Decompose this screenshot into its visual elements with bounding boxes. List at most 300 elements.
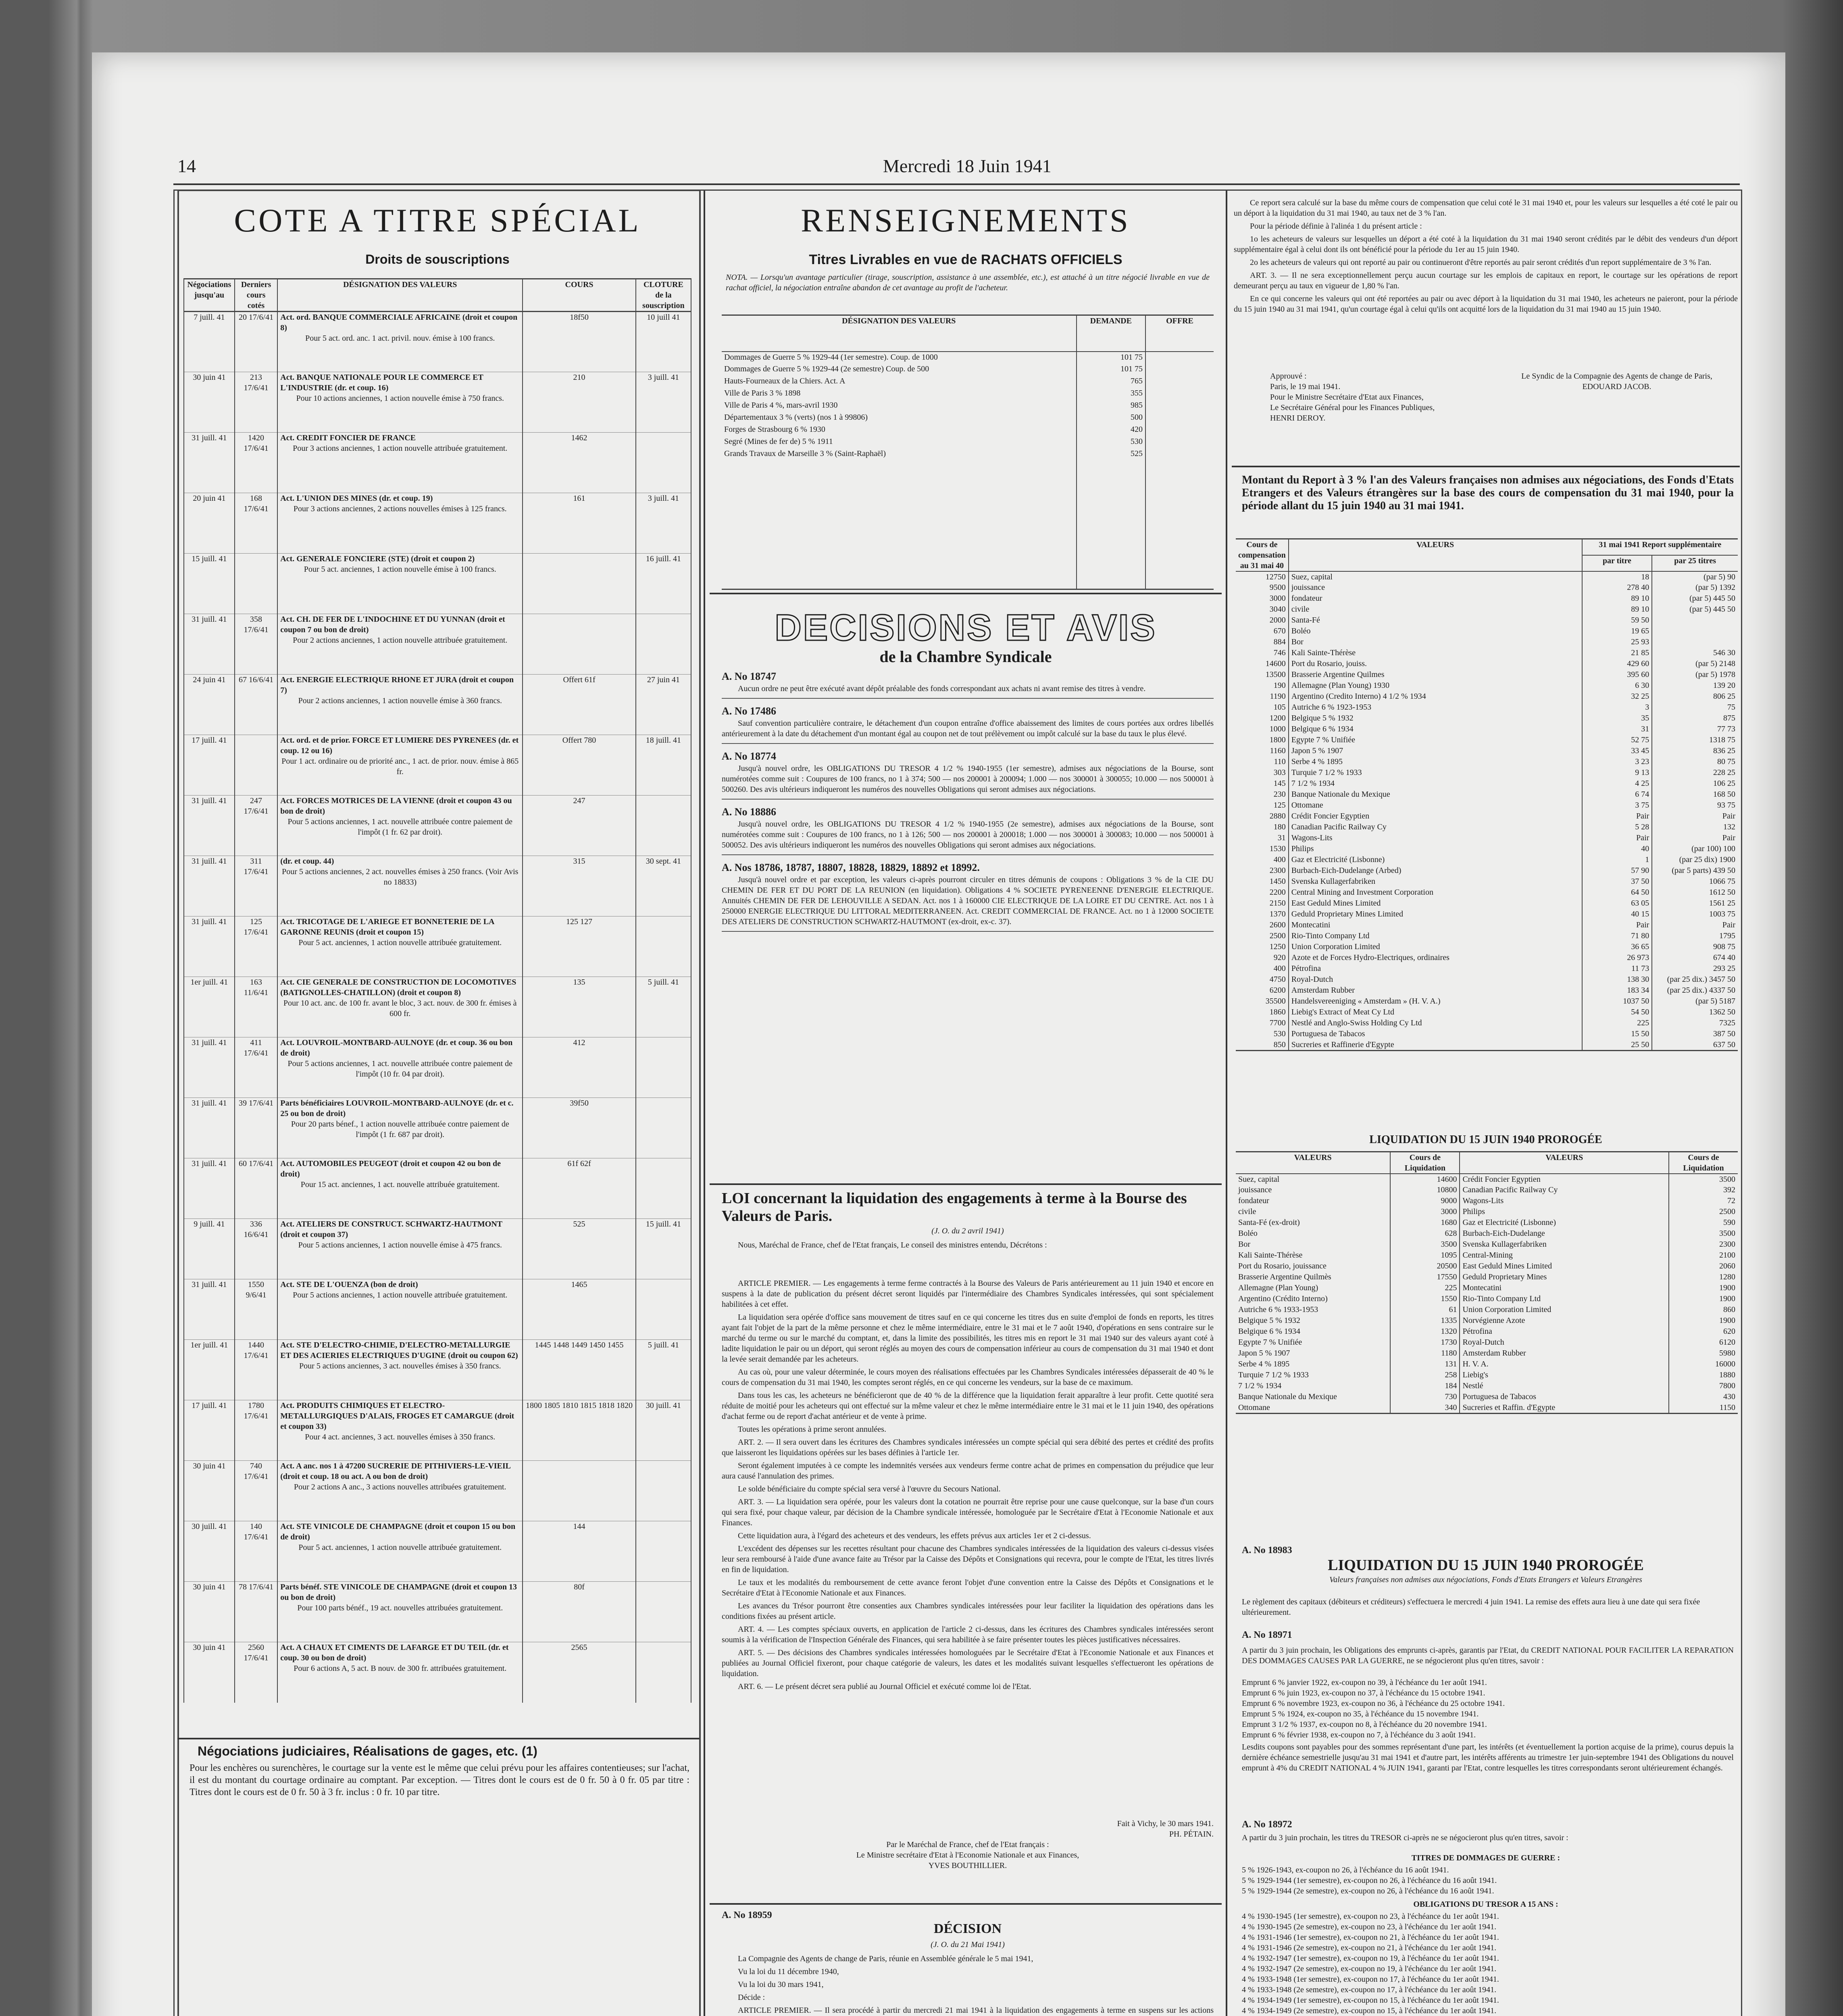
designation: Act. GENERALE FONCIERE (STE) (droit et coupon 2) [280, 554, 475, 563]
rens-demande: 765 [1077, 376, 1146, 388]
last-cours: 1420 17/6/41 [235, 433, 277, 493]
decision-paragraph: ARTICLE PREMIER. — Il sera procédé à partir du mercredi 21 mai 1941 à la liquidation des engagements à terme en suspens sur les actions [738, 2006, 1214, 2015]
nego-date: 7 juill. 41 [184, 312, 235, 372]
liq-ach-left: 1335 [1390, 1315, 1460, 1326]
cours-value: 210 [523, 372, 635, 433]
list-item: Emprunt 6 % novembre 1923, ex-coupon no 36, à l'échéance du 25 octobre 1941. [1242, 1699, 1505, 1708]
designation: (dr. et coup. 44) [280, 857, 334, 866]
liq-col-cours-l: Cours de Liquidation [1390, 1152, 1460, 1174]
report-cours: 190 [1236, 680, 1289, 691]
report-name: Allemagne (Plan Young) 1930 [1289, 680, 1582, 691]
designation-note: Pour 6 actions A, 5 act. B nouv. de 300 fr. attribuées gratuitement. [294, 1664, 507, 1673]
cloture-date: 5 juill. 41 [636, 1340, 691, 1400]
report-par-titre: 18 [1582, 571, 1652, 582]
report-cours: 1200 [1236, 713, 1289, 724]
liq-ach-right: 5980 [1719, 1349, 1735, 1358]
report-par-25: Pair [1722, 921, 1735, 929]
nego-date: 30 juin 41 [184, 372, 235, 433]
report-par-25: (par 25 dix) 1900 [1679, 855, 1735, 864]
report-col-group: 31 mai 1941 Report supplémentaire [1599, 540, 1722, 549]
liq-ach-left: 340 [1390, 1402, 1460, 1414]
nego-date: 30 juill. 41 [184, 1521, 235, 1582]
report-par-titre: 52 75 [1582, 735, 1652, 746]
liq-ach-left: 258 [1390, 1370, 1460, 1381]
cours-value: 1465 [523, 1279, 635, 1340]
report-cours: 1250 [1236, 941, 1289, 952]
liq-name-left: Ottomane [1236, 1402, 1390, 1414]
nego-title: Négociations judiciaires, Réalisations de gages, etc. (1) [198, 1744, 537, 1758]
designation-note: Pour 4 act. anciennes, 3 act. nouvelles émises à 350 francs. [305, 1433, 496, 1441]
report-cours: 1160 [1236, 746, 1289, 756]
last-cours: 125 17/6/41 [235, 916, 277, 977]
report-par-titre: 64 50 [1582, 887, 1652, 898]
liq-ach-left: 17550 [1390, 1272, 1460, 1283]
loi-paragraph: L'excédent des dépenses sur les recettes résultant pour chacune des Chambres syndicales intéressées de la liquidation des valeurs ci-dessus visées leur sera remboursé à l'aide d'une avance faite au Trésor par la Caisse des Dépôts et Consignations qui recevra, pour le compte de l'Etat, les titres livrés en fin de liquidation. [722, 1544, 1214, 1574]
cloture-date: 30 juill. 41 [636, 1400, 691, 1461]
date-line: Mercredi 18 Juin 1941 [883, 156, 1052, 176]
report-par-titre: 89 10 [1582, 593, 1652, 604]
liq-ach-left: 3500 [1390, 1239, 1460, 1250]
liq-name-right: Svenska Kullagerfabriken [1460, 1239, 1669, 1250]
liq-ach-right: 1280 [1719, 1272, 1735, 1281]
designation-note: Pour 2 actions A anc., 3 actions nouvelles attribuées gratuitement. [294, 1483, 506, 1491]
rens-designation: Dommages de Guerre 5 % 1929-44 (2e semestre) Coup. de 500 [722, 364, 1077, 376]
loi-title: LOI concernant la liquidation des engagements à terme à la Bourse des Valeurs de Paris. [722, 1190, 1187, 1225]
report-par-25: 132 [1723, 823, 1735, 831]
last-cours: 740 17/6/41 [235, 1461, 277, 1521]
decision-paragraph: Vu la loi du 11 décembre 1940, [738, 1967, 839, 1976]
report-name: Amsterdam Rubber [1289, 985, 1582, 996]
report-name: Wagons-Lits [1289, 833, 1582, 843]
page-frame [173, 190, 1742, 2016]
loi-paragraph: Cette liquidation aura, à l'égard des acheteurs et des vendeurs, les effets prévus aux articles 1er et 2 ci-dessus. [738, 1531, 1091, 1540]
last-cours: 20 17/6/41 [235, 312, 277, 372]
designation: Act. CIE GENERALE DE CONSTRUCTION DE LOCOMOTIVES (BATIGNOLLES-CHATILLON) (droit et coupon 8) [280, 978, 516, 997]
cours-value: 1462 [523, 433, 635, 493]
report-par-titre: 40 [1582, 843, 1652, 854]
loi-signature-line: Fait à Vichy, le 30 mars 1941. [1117, 1819, 1214, 1828]
report-cours: 180 [1236, 822, 1289, 833]
report-par-titre: 59 50 [1582, 615, 1652, 626]
report-par-titre: 21 85 [1582, 648, 1652, 658]
report-par-25: 1362 50 [1709, 1008, 1735, 1016]
report-par-titre: 33 45 [1582, 746, 1652, 756]
report-par-25: 908 75 [1713, 942, 1735, 951]
report-cours: 6200 [1236, 985, 1289, 996]
liq-name-left: Banque Nationale du Mexique [1236, 1391, 1390, 1402]
designation-note: Pour 5 act. anciennes, 1 action nouvelle émise à 100 francs. [304, 565, 496, 574]
report-par-titre: 11 73 [1582, 963, 1652, 974]
report-name: Azote et de Forces Hydro-Electriques, ordinaires [1289, 952, 1582, 963]
report-par-25: 387 50 [1713, 1029, 1735, 1038]
loi-signature-line: Par le Maréchal de France, chef de l'Etat français : [886, 1840, 1049, 1849]
liq-ach-left: 1180 [1390, 1348, 1460, 1359]
report-name: Handelsvereeniging « Amsterdam » (H. V. A.) [1289, 996, 1582, 1007]
nego-date: 31 juill. 41 [184, 796, 235, 856]
report-par-25: (par 5) 2148 [1695, 659, 1735, 668]
report-name: Liebig's Extract of Meat Cy Ltd [1289, 1007, 1582, 1018]
report-name: Japon 5 % 1907 [1289, 746, 1582, 756]
liq-name-right: Rio-Tinto Company Ltd [1460, 1293, 1669, 1304]
liq-ach-right: 1900 [1719, 1316, 1735, 1325]
nego-date: 30 juin 41 [184, 1461, 235, 1521]
report-par-titre: 3 23 [1582, 756, 1652, 767]
report-par-25: 637 50 [1713, 1040, 1735, 1049]
nego-date: 31 juill. 41 [184, 1037, 235, 1098]
decision-ref: A. No 18886 [722, 806, 777, 818]
cloture-date: 27 juin 41 [636, 675, 691, 735]
report-par-25: 106 25 [1713, 779, 1735, 788]
report-par-titre: 26 973 [1582, 952, 1652, 963]
report-cours: 1860 [1236, 1007, 1289, 1018]
nego-date: 1er juill. 41 [184, 1340, 235, 1400]
liq-ach-left: 1095 [1390, 1250, 1460, 1261]
cours-value: 80f [523, 1582, 635, 1642]
report-par-titre: Pair [1582, 811, 1652, 822]
liq-name-right: Amsterdam Rubber [1460, 1348, 1669, 1359]
cloture-date: 15 juill. 41 [636, 1219, 691, 1279]
report-par-titre: 3 [1582, 702, 1652, 713]
list-item: 4 % 1931-1946 (2e semestre), ex-coupon no 21, à l'échéance du 1er août 1941. [1242, 1943, 1497, 1952]
nego-date: 31 juill. 41 [184, 856, 235, 916]
report-cours: 7700 [1236, 1018, 1289, 1029]
report-par-25: Pair [1722, 833, 1735, 842]
cours-value: 1800 1805 1810 1815 1818 1820 [523, 1400, 635, 1461]
report-cours: 1000 [1236, 724, 1289, 735]
decision-ref: A. No 18774 [722, 750, 777, 762]
liq-ach-right: 3500 [1719, 1229, 1735, 1238]
rens-designation: Départementaux 3 % (verts) (nos 1 à 99806) [722, 412, 1077, 424]
decision-ref: A. No 18959 [722, 1910, 772, 1920]
nego-text: Pour les enchères ou surenchères, le courtage sur la vente est le même que celui prévu pour les affaires contentieuses; sur l'achat, il est du montant du courtage ordinaire au comptant. Par exception. — Titres dont le cours est de 0 fr. 50 à 0 fr. 05 par titre : Titres dont le cours est de 0 fr. 50 à 3 fr. inclus : 0 fr. 10 par titre. [190, 1763, 689, 1797]
a18971-ref: A. No 18971 [1242, 1630, 1292, 1640]
rens-col-demande: DEMANDE [1077, 315, 1146, 352]
report-name: Serbe 4 % 1895 [1289, 756, 1582, 767]
col-cloture: CLOTURE de la souscription [636, 279, 691, 312]
nego-date: 1er juill. 41 [184, 977, 235, 1037]
report-cours: 2300 [1236, 865, 1289, 876]
report-name: Crédit Foncier Egyptien [1289, 811, 1582, 822]
report-cours: 303 [1236, 767, 1289, 778]
report-par-titre: 225 [1582, 1018, 1652, 1029]
last-cours: 411 17/6/41 [235, 1037, 277, 1098]
liq-ach-right: 1150 [1719, 1403, 1735, 1412]
liq-ach-left: 3000 [1390, 1206, 1460, 1217]
cours-value: 39f50 [523, 1098, 635, 1158]
cloture-date: 30 sept. 41 [636, 856, 691, 916]
rens-designation: Forges de Strasbourg 6 % 1930 [722, 424, 1077, 436]
report-cours: 746 [1236, 648, 1289, 658]
last-cours: 247 17/6/41 [235, 796, 277, 856]
liq-ach-right: 860 [1723, 1305, 1735, 1314]
rens-demande: 355 [1077, 388, 1146, 400]
nego-date: 17 juill. 41 [184, 1400, 235, 1461]
liq-name-left: Santa-Fé (ex-droit) [1236, 1217, 1390, 1228]
report-par-25: 1066 75 [1709, 877, 1735, 886]
report-par-25: (par 5) 5187 [1695, 997, 1735, 1006]
report-par-25: (par 5) 1392 [1695, 583, 1735, 592]
report-par-titre: 138 30 [1582, 974, 1652, 985]
decisions-subtitle: de la Chambre Syndicale [879, 648, 1052, 666]
report-par-titre: Pair [1582, 920, 1652, 931]
designation-note: Pour 2 actions anciennes, 1 action nouvelle émise à 360 francs. [298, 696, 502, 705]
cours-value: 144 [523, 1521, 635, 1582]
report-intro-paragraph: Ce report sera calculé sur la base du même cours de compensation que celui coté le 31 mai 1940 et, pour les valeurs sur lesquelles a été coté le pair ou un déport à la liquidation du 31 mai 1940, au taux net de 3 % l'an. [1234, 198, 1738, 218]
report-intro-paragraph: 2o les acheteurs de valeurs qui ont reporté au pair ou continueront d'être reportés au pair seront crédités d'un report supplémentaire de 3 % l'an. [1250, 258, 1712, 267]
approval-line: Pour le Ministre Secrétaire d'Etat aux Finances, [1270, 393, 1424, 402]
liq-col-valeurs-l: VALEURS [1236, 1152, 1390, 1174]
report-cours: 1450 [1236, 876, 1289, 887]
rens-designation: Hauts-Fourneaux de la Chiers. Act. A [722, 376, 1077, 388]
liq-ach-right: 7800 [1719, 1381, 1735, 1390]
list-item: 5 % 1926-1943, ex-coupon no 26, à l'échéance du 16 août 1941. [1242, 1866, 1449, 1874]
a18972-h1: TITRES DE DOMMAGES DE GUERRE : [1411, 1854, 1560, 1862]
liq-name-left: Allemagne (Plan Young) [1236, 1283, 1390, 1293]
last-cours: 60 17/6/41 [235, 1158, 277, 1219]
list-item: 4 % 1930-1945 (1er semestre), ex-coupon no 23, à l'échéance du 1er août 1941. [1242, 1912, 1499, 1921]
liq-ach-left: 14600 [1390, 1174, 1460, 1185]
report-par-25: 806 25 [1713, 692, 1735, 701]
designation-note: Pour 10 act. anc. de 100 fr. avant le bloc, 3 act. nouv. de 300 fr. émises à 600 fr. [283, 999, 517, 1018]
liq-name-right: Canadian Pacific Railway Cy [1460, 1185, 1669, 1195]
report-par-25: 875 [1723, 714, 1735, 723]
nego-date: 17 juill. 41 [184, 735, 235, 796]
report-cours: 3000 [1236, 593, 1289, 604]
report-name: Santa-Fé [1289, 615, 1582, 626]
rens-col-offre: OFFRE [1166, 317, 1193, 325]
loi-paragraph: La liquidation sera opérée d'office sans mouvement de titres sauf en ce qui concerne les titres dus en suite d'emploi de fonds en reports, les titres ayant fait l'objet de la part de la même personne et chez le même intermédiaire, entre le 31 mai et le 7 août 1940, d'opérations en sens contraire sur le marché du terme ou sur le marché du comptant, et, dans la limite des possibilités, les titres mis en report le 31 mai 1940 sur des valeurs ayant coté à ladite liquidation le pair ou un déport, qui seront réglés au moyen des cours de compensation inférieur au cours de compensation du 31 mai 1940 et dont la levée serait demandée par les acheteurs. [722, 1313, 1214, 1364]
report-par-25: 77 73 [1717, 725, 1735, 733]
report-cours: 1800 [1236, 735, 1289, 746]
report-cours: 145 [1236, 778, 1289, 789]
liq-name-right: Nestlé [1460, 1381, 1669, 1391]
report-name: Union Corporation Limited [1289, 941, 1582, 952]
last-cours: 358 17/6/41 [235, 614, 277, 675]
last-cours: 2560 17/6/41 [235, 1642, 277, 1703]
report-intro-paragraph: En ce qui concerne les valeurs qui ont été reportées au pair ou avec déport à la liquidation du 31 mai 1940, les acheteurs ne paieront, pour la période du 15 juin 1940 au 31 mai 1941, qu'un courtage égal à celui qu'ils ont acquitté lors de la liquidation du 31 mai 1940 au 15 juin 1940. [1234, 294, 1738, 314]
designation: Act. ENERGIE ELECTRIQUE RHONE ET JURA (droit et coupon 7) [280, 675, 514, 695]
list-item: 5 % 1929-1944 (1er semestre), ex-coupon no 26, à l'échéance du 16 août 1941. [1242, 1876, 1497, 1885]
report-name: Portuguesa de Tabacos [1289, 1029, 1582, 1039]
liq-ach-left: 1730 [1390, 1337, 1460, 1348]
cote-subtitle: Droits de souscriptions [365, 252, 510, 267]
report-name: Svenska Kullagerfabriken [1289, 876, 1582, 887]
designation: Act. L'UNION DES MINES (dr. et coup. 19) [280, 494, 433, 503]
liq-name-left: Japon 5 % 1907 [1236, 1348, 1390, 1359]
liq-name-right: Liebig's [1460, 1370, 1669, 1381]
report-cours: 12750 [1236, 571, 1289, 582]
loi-paragraph: ART. 4. — Les comptes spéciaux ouverts, en application de l'article 2 ci-dessus, dans les écritures des Chambres syndicales intéressées seront soumis à la vérification de l'Inspection Générale des Finances, qui sera habilitée à se faire présenter toutes les pièces justificatives nécessaires. [722, 1625, 1214, 1644]
a18983-ref: A. No 18983 [1242, 1545, 1292, 1556]
liq-ach-left: 9000 [1390, 1195, 1460, 1206]
nego-date: 24 juin 41 [184, 675, 235, 735]
decision-text: Aucun ordre ne peut être exécuté avant dépôt préalable des fonds correspondant aux achats ni avant remise des titres à vendre. [738, 684, 1146, 693]
syndic-line: EDOUARD JACOB. [1582, 382, 1651, 391]
report-par-25: (par 25 dix.) 4337 50 [1667, 986, 1735, 995]
designation: Act. PRODUITS CHIMIQUES ET ELECTRO-METALLURGIQUES D'ALAIS, FROGES ET CAMARGUE (droit et coupon 33) [280, 1401, 514, 1431]
report-intro-paragraph: 1o les acheteurs de valeurs sur lesquelles un déport a été coté à la liquidation du 31 mai 1940 seront crédités par le débit des vendeurs d'un déport supplémentaire égal à celui dont ils ont bénéficié pour la période du 1er au 15 juin 1940. [1234, 235, 1738, 254]
report-cours: 2000 [1236, 615, 1289, 626]
cours-value: 2565 [523, 1642, 635, 1703]
designation-note: Pour 10 actions anciennes, 1 action nouvelle émise à 750 francs. [296, 394, 504, 403]
cours-value: Offert 780 [523, 735, 635, 796]
designation-note: Pour 3 actions anciennes, 1 action nouvelle attribuée gratuitement. [293, 444, 508, 453]
designation: Act. LOUVROIL-MONTBARD-AULNOYE (dr. et coup. 36 ou bon de droit) [280, 1038, 513, 1058]
liq-ach-right: 1900 [1719, 1283, 1735, 1292]
liq-ach-left: 131 [1390, 1359, 1460, 1370]
liq-ach-left: 1680 [1390, 1217, 1460, 1228]
last-cours: 1550 9/6/41 [235, 1279, 277, 1340]
report-par-titre: 183 34 [1582, 985, 1652, 996]
approval-line: Le Secrétaire Général pour les Finances Publiques, [1270, 403, 1435, 412]
loi-paragraph: Seront également imputées à ce compte les indemnités versées aux vendeurs ferme contre achat de primes en compensation du préjudice que leur aura causé l'annulation des primes. [722, 1461, 1214, 1481]
liq-col-valeurs-r: VALEURS [1460, 1152, 1669, 1174]
liq-name-right: Central-Mining [1460, 1250, 1669, 1261]
report-par-titre: 40 15 [1582, 909, 1652, 920]
liq-name-left: Autriche 6 % 1933-1953 [1236, 1304, 1390, 1315]
liq-ach-left: 730 [1390, 1391, 1460, 1402]
liq-name-left: Port du Rosario, jouissance [1236, 1261, 1390, 1272]
report-par-titre: 57 90 [1582, 865, 1652, 876]
report-cours: 400 [1236, 963, 1289, 974]
report-par-titre: 54 50 [1582, 1007, 1652, 1018]
liq-ach-left: 184 [1390, 1381, 1460, 1391]
report-name: Montecatini [1289, 920, 1582, 931]
decision-title: DÉCISION [933, 1921, 1002, 1936]
col-cours: COURS [523, 279, 635, 312]
liq-ach-right: 6120 [1719, 1338, 1735, 1347]
a18972-text: A partir du 3 juin prochain, les titres du TRESOR ci-après ne se négocieront plus qu'en titres, savoir : [1242, 1833, 1568, 1842]
liq-ach-right: 2300 [1719, 1240, 1735, 1249]
loi-paragraph: ART. 5. — Des décisions des Chambres syndicales intéressées homologuées par le Secrétaire d'Etat à l'Economie Nationale et aux Finances et publiées au Journal Officiel fixeront, pour chaque catégorie de valeurs, les dates et les modalités suivant lesquelles s'effectueront les opérations de liquidation. [722, 1648, 1214, 1678]
designation: Act. A anc. nos 1 à 47200 SUCRERIE DE PITHIVIERS-LE-VIEIL (droit et coup. 18 ou act. A ou bon de droit) [280, 1462, 510, 1481]
designation-note: Pour 5 actions anciennes, 1 act. nouvelle attribuée contre paiement de l'impôt (10 fr. 04 par droit). [287, 1059, 513, 1079]
designation-note: Pour 5 actions anciennes, 3 act. nouvelles émises à 350 francs. [299, 1362, 501, 1370]
report-par-titre: 6 30 [1582, 680, 1652, 691]
report-cours: 1190 [1236, 691, 1289, 702]
liq-name-left: Argentino (Crédito Interno) [1236, 1293, 1390, 1304]
report-intro-paragraph: ART. 3. — Il ne sera exceptionnellement perçu aucun courtage sur les emplois de capitaux en report, le courtage sur les opérations de report demeurant perçu au taux en vigueur de 1,80 % l'an. [1234, 271, 1738, 290]
liq-name-right: Norvégienne Azote [1460, 1315, 1669, 1326]
loi-paragraph: Au cas où, pour une valeur déterminée, le cours moyen des réalisations effectuées par les Chambres Syndicales intéressées dépasserait de 40 % le cours de compensation du 31 mai 1940, les comptes seront réglés, en ce qui concerne les vendeurs, sur la base de ce maximum. [722, 1368, 1214, 1387]
cours-value: 61f 62f [523, 1158, 635, 1219]
liq-ach-right: 2500 [1719, 1207, 1735, 1216]
nego-date: 31 juill. 41 [184, 433, 235, 493]
report-name: Belgique 6 % 1934 [1289, 724, 1582, 735]
liq-name-right: Montecatini [1460, 1283, 1669, 1293]
report-col-cours: Cours de compensation au 31 mai 40 [1236, 539, 1289, 572]
report-cours: 2880 [1236, 811, 1289, 822]
report-par-titre: 71 80 [1582, 931, 1652, 941]
nego-date: 15 juill. 41 [184, 554, 235, 614]
report-cours: 530 [1236, 1029, 1289, 1039]
a18971-text: A partir du 3 juin prochain, les Obligations des emprunts ci-après, garantis par l'Etat, du CREDIT NATIONAL POUR FACILITER LA REPARATION DES DOMMAGES CAUSES PAR LA GUERRE, ne se négocieront plus qu'en titres, savoir : [1242, 1646, 1734, 1665]
cote-title: COTE A TITRE SPÉCIAL [234, 202, 641, 239]
list-item: Emprunt 5 % 1924, ex-coupon no 35, à l'échéance du 15 novembre 1941. [1242, 1710, 1479, 1718]
report-par-titre: 25 93 [1582, 637, 1652, 648]
liq-name-right: H. V. A. [1460, 1359, 1669, 1370]
last-cours: 1440 17/6/41 [235, 1340, 277, 1400]
nego-date: 30 juin 41 [184, 1582, 235, 1642]
last-cours: 67 16/6/41 [235, 675, 277, 735]
liq-ach-left: 628 [1390, 1228, 1460, 1239]
report-name: Brasserie Argentine Quilmes [1289, 669, 1582, 680]
last-cours: 78 17/6/41 [235, 1582, 277, 1642]
last-cours: 168 17/6/41 [235, 493, 277, 554]
designation-note: Pour 5 actions anciennes, 1 action nouvelle émise à 475 francs. [298, 1241, 502, 1250]
report-par-titre: 5 28 [1582, 822, 1652, 833]
report-par-25: 546 30 [1713, 648, 1735, 657]
report-par-titre: 4 25 [1582, 778, 1652, 789]
report-cours: 2200 [1236, 887, 1289, 898]
report-name: Philips [1289, 843, 1582, 854]
report-par-25: (par 5) 445 50 [1689, 594, 1735, 603]
report-par-25: 1561 25 [1709, 899, 1735, 908]
report-name: Turquie 7 1/2 % 1933 [1289, 767, 1582, 778]
a18983-sub: Valeurs françaises non admises aux négociations, Fonds d'Etats Etrangers et Valeurs Etrangères [1329, 1575, 1642, 1584]
rens-nota: NOTA. — Lorsqu'un avantage particulier (tirage, souscription, assistance à une assemblée, etc.), est attaché à un titre négocié livrable en vue de rachat officiel, la négociation entraîne abandon de cet avantage au profit de l'acheteur. [726, 273, 1210, 292]
liq-col-cours-r: Cours de Liquidation [1683, 1153, 1724, 1173]
report-cours: 110 [1236, 756, 1289, 767]
list-item: Emprunt 6 % janvier 1922, ex-coupon no 39, à l'échéance du 1er août 1941. [1242, 1678, 1487, 1687]
liq-ach-right: 430 [1723, 1392, 1735, 1401]
report-cours: 2600 [1236, 920, 1289, 931]
report-name: civile [1289, 604, 1582, 615]
report-par-titre: 395 60 [1582, 669, 1652, 680]
cours-value: 525 [523, 1219, 635, 1279]
designation: Act. STE DE L'OUENZA (bon de droit) [280, 1280, 418, 1289]
liq-ach-left: 20500 [1390, 1261, 1460, 1272]
liq-ach-left: 1320 [1390, 1326, 1460, 1337]
liq-ach-left: 10800 [1390, 1185, 1460, 1195]
cours-value: 125 127 [523, 916, 635, 977]
rens-demande: 525 [1077, 448, 1146, 460]
list-item: 4 % 1933-1948 (1er semestre), ex-coupon no 17, à l'échéance du 1er août 1941. [1242, 1975, 1499, 1984]
nego-date: 30 juin 41 [184, 1642, 235, 1703]
decision-text: Jusqu'à nouvel ordre et par exception, les valeurs ci-après pourront circuler en titres démunis de coupons : Obligations 3 % de la CIE DU CHEMIN DE FER ET DU PORT DE LA REUNION (en liquidation). Obligations 4 % SOCIETE PYRENEENNE D'ENERGIE ELECTRIQUE. Annuités CHEMIN DE FER DE LEHOUVILLE A SEDAN. Act. nos 1 à 160000 CIE ELECTRIQUE DE LA LOIRE ET DU CENTRE. Act. nos 1 à 250000 ENERGIE ELECTRIQUE DU LITTORAL MEDITERRANEEN. Act. CREDIT COMMERCIAL DE FRANCE. Act. no 1 à 12000 SOCIETE DES ATELIERS DE CONSTRUCTION SCHWARTZ-HAUTMONT (ex-droit, ex-c. 37). [722, 875, 1214, 926]
liq-name-right: Burbach-Eich-Dudelange [1460, 1228, 1669, 1239]
loi-signature-line: YVES BOUTHILLIER. [928, 1861, 1007, 1870]
report-par-titre: 15 50 [1582, 1029, 1652, 1039]
liq-name-right: Portuguesa de Tabacos [1460, 1391, 1669, 1402]
designation: Act. A CHAUX ET CIMENTS DE LAFARGE ET DU TEIL (dr. et coup. 30 ou bon de droit) [280, 1643, 509, 1662]
liq-name-right: Wagons-Lits [1460, 1195, 1669, 1206]
report-par-25: (par 25 dix.) 3457 50 [1667, 975, 1735, 984]
report-par-25: 228 25 [1713, 768, 1735, 777]
last-cours: 1780 17/6/41 [235, 1400, 277, 1461]
loi-ref: (J. O. du 2 avril 1941) [931, 1227, 1004, 1235]
designation: Act. FORCES MOTRICES DE LA VIENNE (droit et coupon 43 ou bon de droit) [280, 796, 512, 816]
report-par-titre: 35 [1582, 713, 1652, 724]
report-name: Port du Rosario, jouiss. [1289, 658, 1582, 669]
designation-note: Pour 1 act. ordinaire ou de priorité anc., 1 act. de prior. nouv. émise à 865 fr. [281, 757, 519, 776]
cloture-date: 10 juill 41 [636, 312, 691, 372]
loi-paragraph: Les avances du Trésor pourront être consenties aux Chambres syndicales intéressées pour leur faciliter la liquidation des opérations dans les conditions fixées au présent article. [722, 1602, 1214, 1621]
montant-title: Montant du Report à 3 % l'an des Valeurs françaises non admises aux négociations, des Fonds d'Etats Etrangers et des Valeurs étrangères sur la base des cours de compensation du 31 mai 1940, pour la période allant du 15 juin 1940 au 31 mai 1941. [1242, 474, 1734, 512]
liq-ach-right: 2060 [1719, 1262, 1735, 1270]
report-par-25: (par 5) 90 [1703, 573, 1735, 581]
report-par-25: 93 75 [1717, 801, 1735, 810]
report-par-titre: 278 40 [1582, 582, 1652, 593]
report-par-titre: 32 25 [1582, 691, 1652, 702]
report-par-25: 293 25 [1713, 964, 1735, 973]
approval-line: Paris, le 19 mai 1941. [1270, 382, 1341, 391]
liq-name-right: Royal-Dutch [1460, 1337, 1669, 1348]
approval-line: Approuvé : [1270, 372, 1307, 381]
liq-name-left: Egypte 7 % Unifiée [1236, 1337, 1390, 1348]
report-name: Egypte 7 % Unifiée [1289, 735, 1582, 746]
report-cours: 400 [1236, 854, 1289, 865]
